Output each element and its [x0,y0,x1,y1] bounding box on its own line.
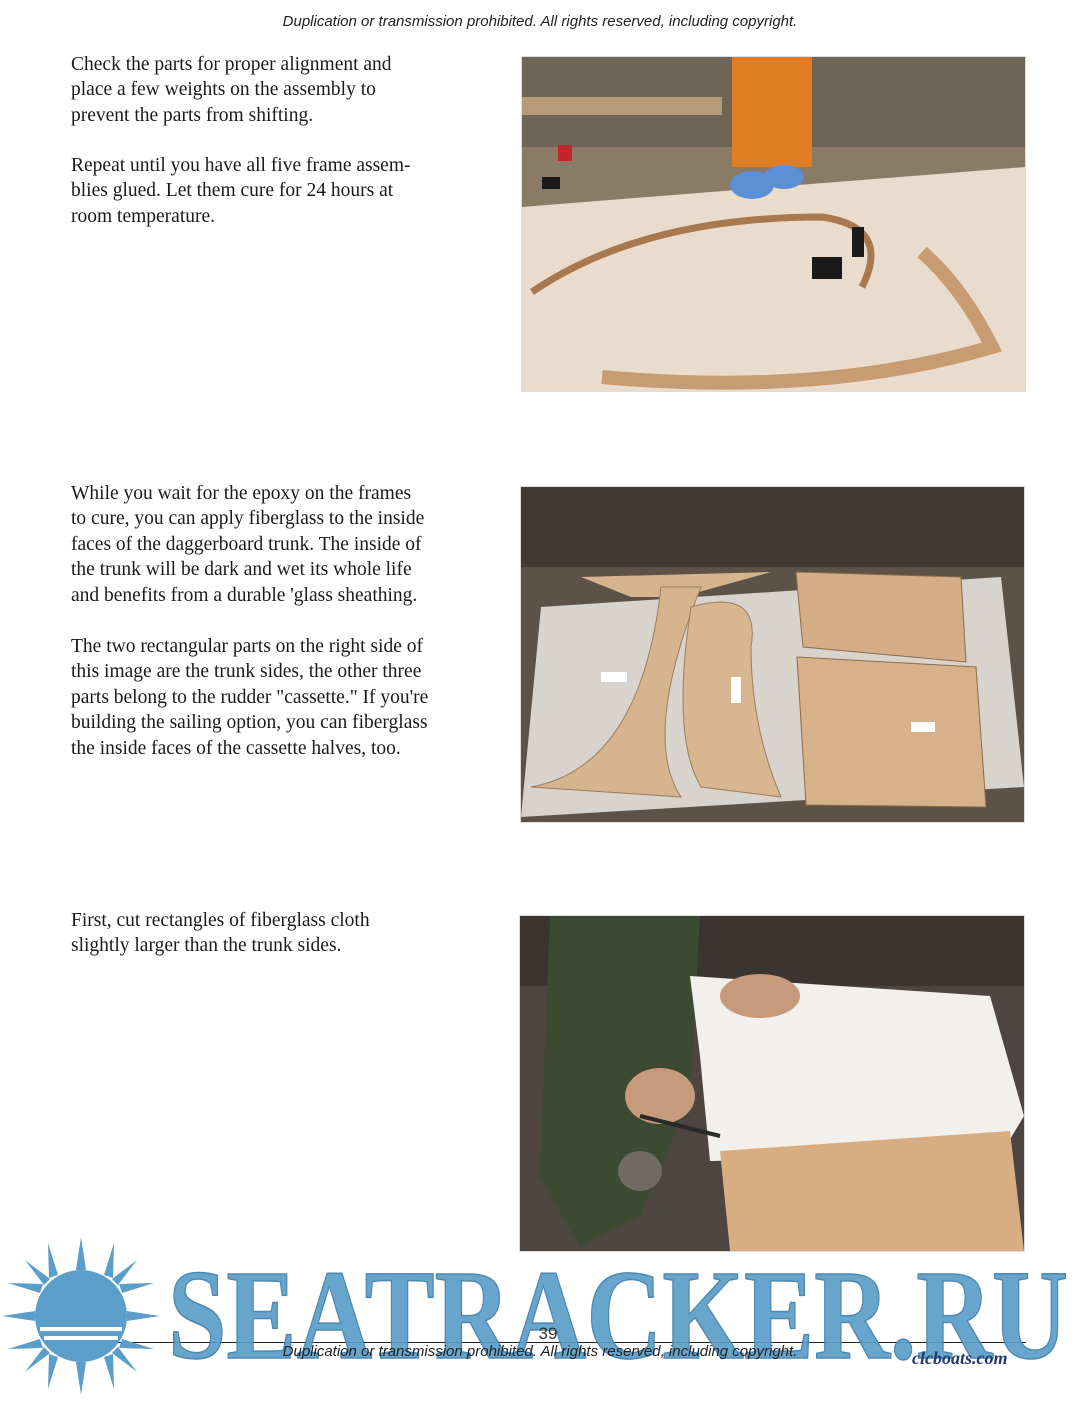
paragraph-repeat-frames: Repeat until you have all five frame assem- blies glued. Let them cure for 24 hours at room temperature. [71,155,411,227]
paragraph-daggerboard-trunk: While you wait for the epoxy on the frames to cure, you can apply fiberglass to the inside faces of the daggerboard trunk. The inside of the trunk will be dark and wet its whole life and benefits from a durable 'glass sheathing. [71,483,425,606]
svg-text:SEATRACKER.RU: SEATRACKER.RU [168,1244,1068,1380]
photo-frame-gluing [521,56,1026,392]
copyright-notice-top: Duplication or transmission prohibited. All rights reserved, including copyright. [282,13,798,30]
photo-cutting-cloth [519,915,1025,1252]
photo-trunk-parts [520,486,1025,823]
sun-logo-icon [0,1235,162,1397]
paragraph-rectangular-parts: The two rectangular parts on the right side of this image are the trunk sides, the other three parts belong to the rudder "cassette." If you're building the sailing option, you can fiberglass the inside faces of the cassette halves, too. [71,636,429,759]
copyright-notice-bottom: Duplication or transmission prohibited. All rights reserved, including copyright. [282,1343,798,1360]
page-number: 39 [538,1324,558,1343]
brand-website: clcboats.com [912,1348,1008,1368]
paragraph-alignment: Check the parts for proper alignment and place a few weights on the assembly to prevent the parts from shifting. [71,54,392,126]
paragraph-cut-fiberglass: First, cut rectangles of fiberglass cloth slightly larger than the trunk sides. [71,910,370,957]
